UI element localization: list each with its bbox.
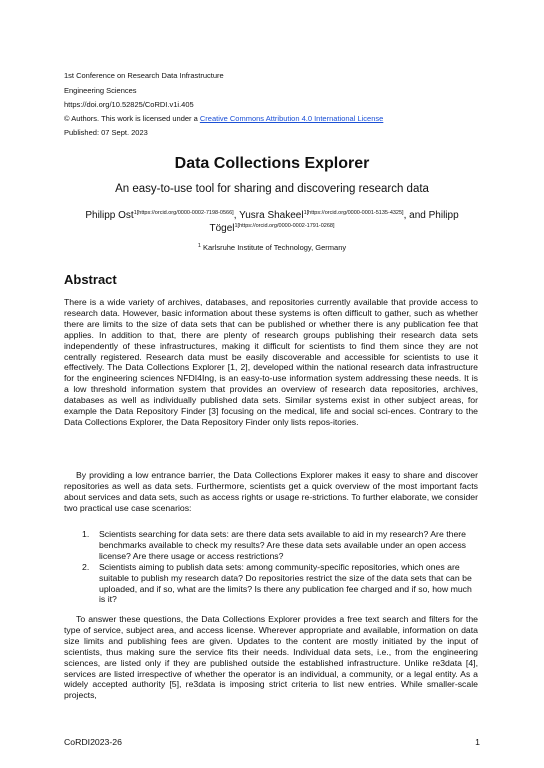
abstract-heading: Abstract — [64, 272, 117, 287]
list-item — [82, 529, 478, 562]
paper-title: Data Collections Explorer — [174, 155, 370, 172]
license-link[interactable]: Creative Commons Attribution 4.0 International License — [199, 114, 384, 123]
list-item-number: 1. — [82, 529, 90, 539]
use-case-list — [82, 529, 478, 605]
list-item — [82, 562, 478, 606]
affiliation-number: 1 — [197, 243, 201, 249]
list-item-number: 2. — [82, 561, 90, 572]
list-item-text: Scientists searching for data sets: are there data sets available to aid in my research? Are there benchmarks available to check my results? Are these data sets available under an open access license? Are there usage or access restrictions? — [99, 529, 467, 561]
affiliation — [0, 243, 544, 252]
doi-link[interactable]: https://doi.org/10.52825/CoRDI.v1i.405 — [64, 100, 194, 109]
author-orcid-link[interactable]: 1[https://orcid.org/0000-0001-5135-4325] — [303, 210, 404, 216]
abstract-paragraph: There is a wide variety of archives, databases, and repositories currently available that provide access to research data. However, basic information about these systems is often difficult to gather, such as whether there are limits to the size of data sets that can be published or whether there is any publication fee that applies. In addition to that, there are plenty of research groups publishing their research data sets independently of these infrastructures, making it difficult for scientists to find them since they are not centrally registered. Research data must be easily discoverable and accessible for scientists to use it effectively. The Data Collections Explorer [1, 2], developed within the national research data infrastructure for the engineering sciences NFDI4Ing, is an easy-to-use information system addressing these needs. It is a low threshold information system that provides an overview of research data repositories, archives, databases as well as individually published data sets. Similar systems exist in other subject areas, for example the Data Repository Finder [3] focusing on the medical, life and social sci-ences. Contrary to the Data Collections Explorer, the Data Repository Finder only lists repos-itories. — [64, 297, 478, 427]
author-orcid-link[interactable]: 1[https://orcid.org/0000-0002-1791-0268] — [234, 223, 335, 229]
page-number: 1 — [475, 737, 480, 747]
affiliation-text: Karlsruhe Institute of Technology, Germany — [200, 243, 347, 252]
abstract-paragraph: To answer these questions, the Data Collections Explorer provides a free text search and filters for the type of service, subject area, and access license. Wherever appropriate and available, information on data size limits and publishing fees are given. Updates to the content are mostly initiated by the input of scientists, thus making sure the service fits their needs. Individual data sets, i.e., from the engineering sciences, are listed only if they are published outside the established infrastructure. Unlike re3data [4], services are listed irrespective of whether the operator is an individual, a community, or a legal entity. As a widely accepted authority [5], re3data is imposing strict criteria to list new entries. While smaller-scale projects, — [64, 614, 478, 701]
list-item-text: Scientists aiming to publish data sets: among community-specific repositories, which ones are suitable to publish my research data? Do repositories restrict the size of the data sets that can be uploaded, and if so, what are the limits? Is there any publication fee charged and if so, how much is it? — [99, 561, 472, 605]
abstract-paragraph: By providing a low entrance barrier, the Data Collections Explorer makes it easy to share and discover repositories as well as data sets. Furthermore, scientists get a quick overview of the most important facts about services and data sets, such as access rights or usage re-strictions. To further elaborate, we consider two practical use case scenarios: — [64, 470, 478, 513]
author-name: Philipp Tögel — [209, 210, 459, 234]
license-prefix: © Authors. This work is licensed under a — [64, 114, 200, 123]
section-name: Engineering Sciences — [64, 86, 137, 95]
conference-name: 1st Conference on Research Data Infrastructure — [64, 71, 224, 80]
license-line — [64, 114, 383, 124]
published-date: Published: 07 Sept. 2023 — [64, 128, 148, 137]
footer-paper-id: CoRDI2023-26 — [64, 737, 122, 747]
paper-subtitle: An easy-to-use tool for sharing and discovering research data — [115, 183, 429, 195]
author-separator: , — [233, 210, 240, 221]
author-list — [60, 209, 484, 235]
author-separator: , and — [403, 210, 429, 221]
author-name: Yusra Shakeel — [239, 210, 304, 221]
author-name: Philipp Ost — [85, 210, 134, 221]
author-orcid-link[interactable]: 1[https://orcid.org/0000-0002-7198-0566] — [133, 210, 234, 216]
